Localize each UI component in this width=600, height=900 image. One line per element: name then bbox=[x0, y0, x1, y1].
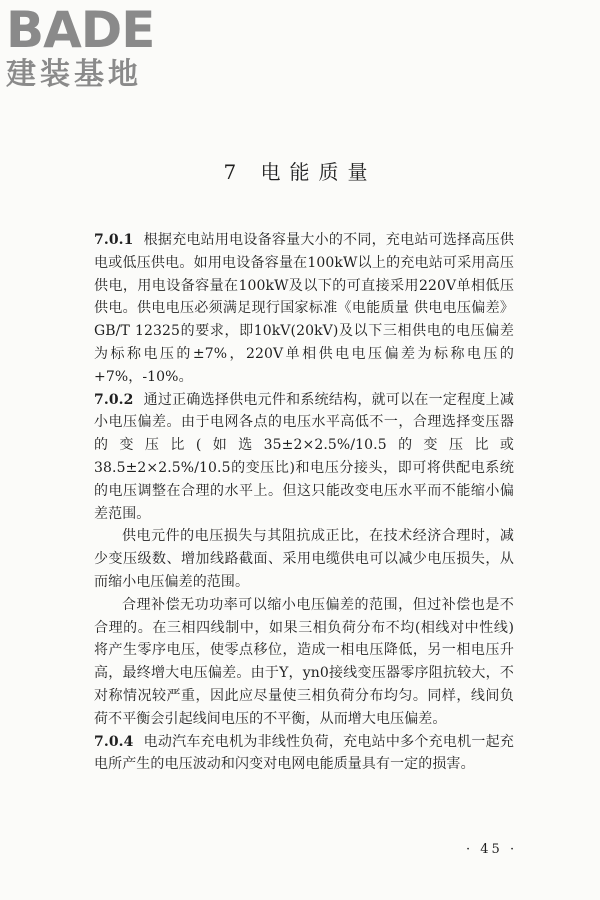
clause-7-0-2 bbox=[94, 389, 514, 526]
page-body bbox=[94, 229, 514, 776]
paragraph-reactive-compensation: 合理补偿无功功率可以缩小电压偏差的范围，但过补偿也是不合理的。在三相四线制中，如果三相负荷分布不均(相线对中性线)将产生零序电压，使零点移位，造成一相电压降低，另一相电压升高，最终增大电压偏差。由于Y，yn0接线变压器零序阻抗较大，不对称情况较严重，因此应尽量使三相负荷分布均匀。同样，线间负荷不平衡会引起线间电压的不平衡，从而增大电压偏差。 bbox=[94, 596, 514, 727]
chapter-title: 7 电能质量 bbox=[223, 160, 377, 184]
clause-number: 7.0.4 bbox=[94, 733, 134, 750]
clause-7-0-1 bbox=[94, 229, 514, 389]
paragraph-voltage-loss: 供电元件的电压损失与其阻抗成正比，在技术经济合理时，减少变压级数、增加线路截面、采用电缆供电可以减少电压损失，从而缩小电压偏差的范围。 bbox=[94, 528, 514, 590]
clause-text: 通过正确选择供电元件和系统结构，就可以在一定程度上减小电压偏差。由于电网各点的电压水平高低不一，合理选择变压器的变压比(如选35±2×2.5%/10.5的变压比或38.5±2×2.5%/10.5的变压比)和电压分接头，即可将供配电系统的电压调整在合理的水平上。但这只能改变电压水平而不能缩小偏差范围。 bbox=[94, 391, 514, 522]
clause-number: 7.0.1 bbox=[94, 232, 134, 248]
clause-number: 7.0.2 bbox=[94, 391, 134, 408]
bade-logo bbox=[6, 2, 176, 92]
logo-brand-text: BADE bbox=[6, 1, 155, 59]
logo-subtitle-text: 建装基地 bbox=[6, 57, 142, 92]
page-number: · 45 · bbox=[466, 842, 518, 857]
clause-text: 根据充电站用电设备容量大小的不同，充电站可选择高压供电或低压供电。如用电设备容量在100kW以上的充电站可采用高压供电，用电设备容量在100kW及以下的可直接采用220V单相低压供电。供电电压必须满足现行国家标准《电能质量 供电电压偏差》GB/T 12325的要求，即10kV(20kV)及以下三相供电的电压偏差为标称电压的±7%，220V单相供电电压偏差为标称电压的+7%，-10%。 bbox=[94, 232, 514, 385]
clause-text: 电动汽车充电机为非线性负荷，充电站中多个充电机一起充电所产生的电压波动和闪变对电网电能质量具有一定的损害。 bbox=[94, 733, 514, 773]
clause-7-0-4 bbox=[94, 731, 514, 777]
